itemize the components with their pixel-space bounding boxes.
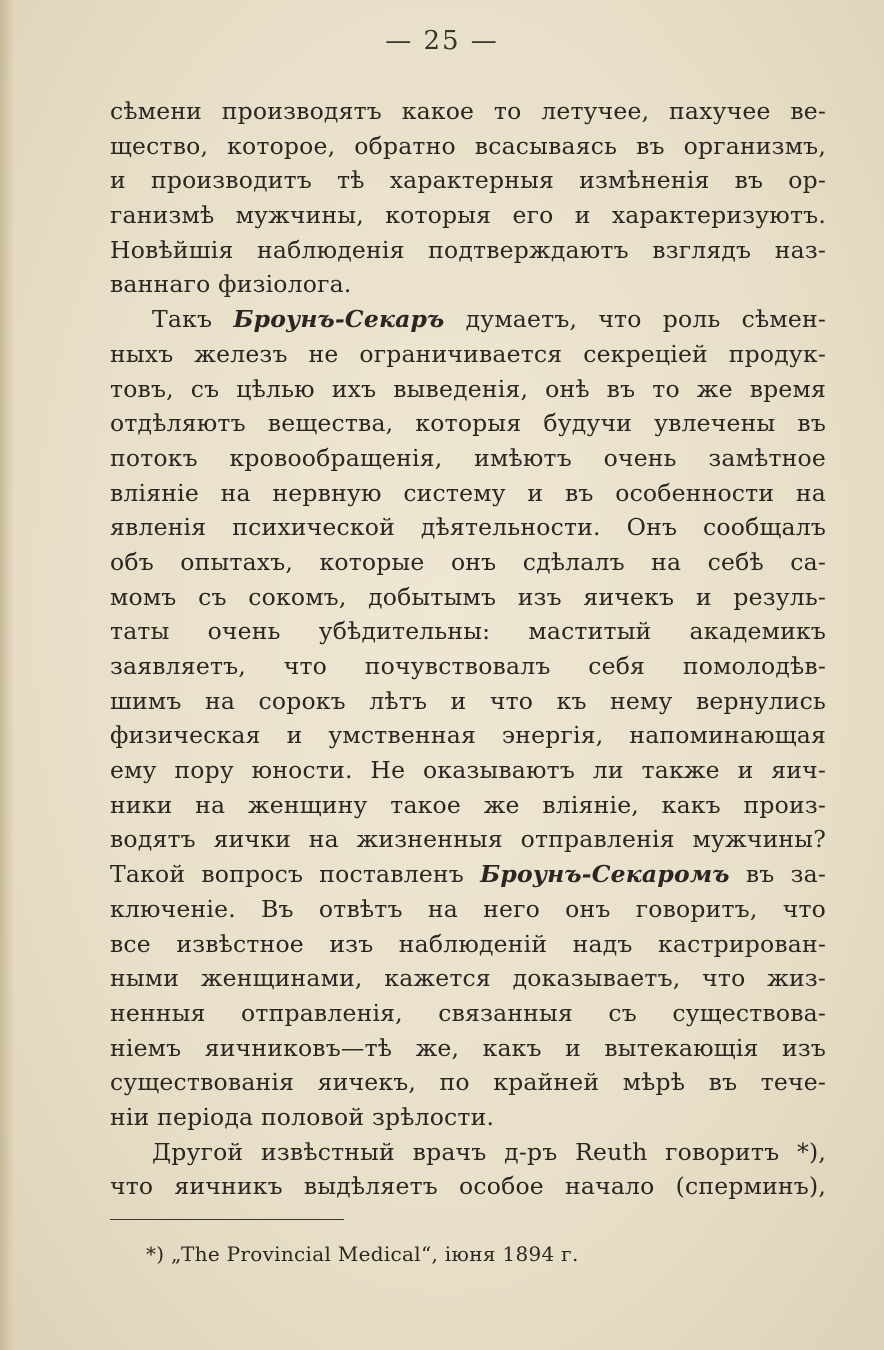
author-name: Броунъ-Секаромъ [480, 860, 730, 889]
text-fragment: въ за- [745, 860, 827, 889]
text-line: шимъ на сорокъ лѣтъ и что къ нему вернулись [110, 686, 826, 715]
page-number: — 25 — [385, 26, 499, 56]
text-line: явленія психической дѣятельности. Онъ сообщалъ [110, 513, 826, 542]
text-line: что яичникъ выдѣляетъ особое начало (сперминъ), [110, 1172, 826, 1201]
text-fragment: Такъ [152, 305, 213, 334]
text-line: заявляетъ, что почувствовалъ себя помолодѣв- [110, 652, 826, 680]
text-line: момъ съ сокомъ, добытымъ изъ яичекъ и резуль- [110, 582, 826, 611]
text-line: ники на женщину такое же вліяніе, какъ произ- [110, 790, 826, 819]
footnote-divider [110, 1219, 344, 1220]
text-line: Новѣйшія наблюденія подтверждаютъ взглядъ наз- [110, 235, 826, 264]
text-line: все извѣстное изъ наблюденій надъ кастрирован- [110, 929, 826, 958]
text-line: ніи періода половой зрѣлости. [110, 1102, 495, 1131]
text-line: физическая и умственная энергія, напоминающая [110, 721, 826, 750]
text-line: ніемъ яичниковъ—тѣ же, какъ и вытекающія изъ [110, 1033, 826, 1062]
text-line: ключеніе. Въ отвѣтъ на него онъ говоритъ, что [110, 894, 826, 923]
text-line: ему пору юности. Не оказываютъ ли также и яич- [110, 756, 826, 785]
text-line [110, 857, 826, 892]
text-line: и производитъ тѣ характерныя измѣненія въ ор- [110, 166, 826, 195]
text-line: ныхъ железъ не ограничивается секреціей продук- [110, 339, 826, 368]
text-line: ваннаго физіолога. [110, 270, 352, 299]
text-line: товъ, съ цѣлью ихъ выведенія, онѣ въ то же время [110, 374, 826, 403]
author-name: Броунъ-Секаръ [233, 305, 445, 334]
text-line: существованія яичекъ, по крайней мѣрѣ въ тече- [110, 1068, 826, 1097]
page-edge-shadow [0, 0, 14, 1350]
text-line: сѣмени производятъ какое то летучее, пахучее ве- [110, 97, 826, 125]
footnote: *) „The Provincial Medical“, іюня 1894 г. [146, 1242, 579, 1266]
text-fragment: думаетъ, что роль сѣмен- [465, 305, 826, 334]
text-line: щество, которое, обратно всасываясь въ организмъ, [110, 131, 826, 160]
text-line: таты очень убѣдительны: маститый академикъ [110, 617, 826, 646]
text-fragment: Такой вопросъ поставленъ [110, 860, 464, 889]
text-line: отдѣляютъ вещества, которыя будучи увлечены въ [110, 409, 826, 438]
text-line: потокъ кровообращенія, имѣютъ очень замѣтное [110, 443, 826, 472]
text-line: ными женщинами, кажется доказываетъ, что жиз- [110, 964, 826, 993]
text-line: объ опытахъ, которые онъ сдѣлалъ на себѣ са- [110, 547, 826, 576]
text-line: водятъ яички на жизненныя отправленія мужчины? [110, 825, 826, 854]
paragraph-first-line: Другой извѣстный врачъ д-ръ Reuth говоритъ *), [152, 1137, 826, 1166]
text-line: ганизмѣ мужчины, которыя его и характеризуютъ. [110, 201, 826, 230]
body-text [110, 94, 826, 1204]
text-line: вліяніе на нервную систему и въ особенности на [110, 478, 826, 507]
text-line: ненныя отправленія, связанныя съ существова- [110, 998, 826, 1027]
paragraph-first-line [110, 302, 826, 337]
